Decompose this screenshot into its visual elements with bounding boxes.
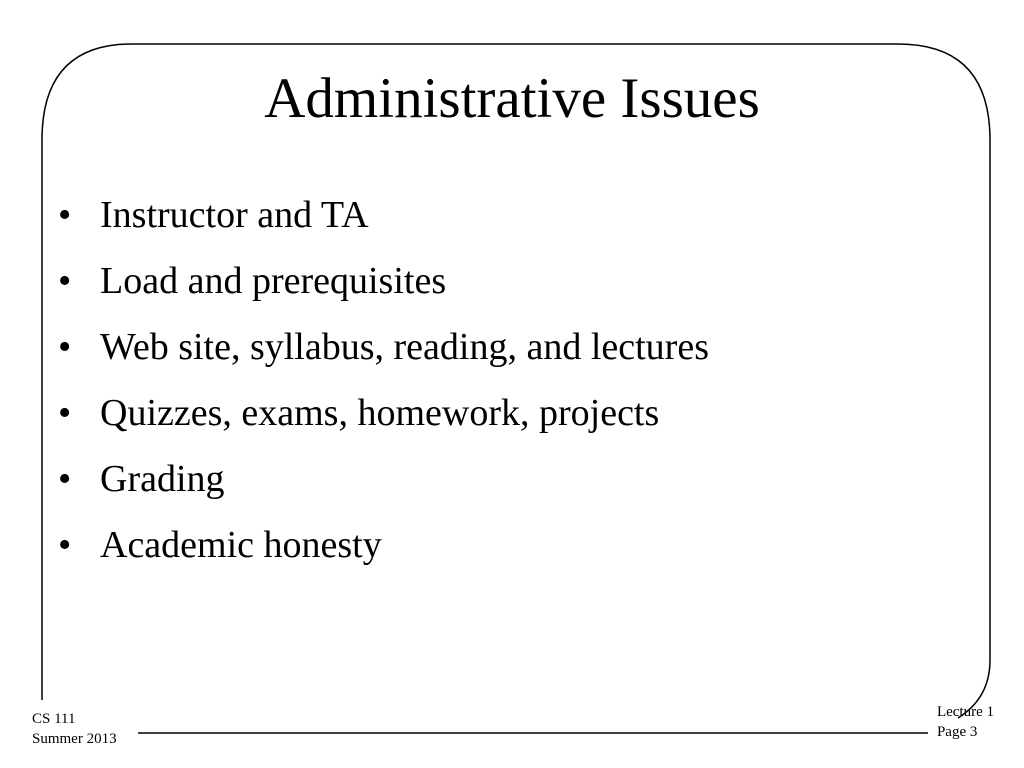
- bullet-text: Load and prerequisites: [100, 260, 447, 302]
- bullet-text: Web site, syllabus, reading, and lectures: [100, 326, 709, 368]
- bullet-point-icon: •: [58, 392, 72, 434]
- bullet-point-icon: •: [58, 260, 72, 302]
- bullet-point-icon: •: [58, 194, 72, 236]
- footer-lecture: Lecture 1: [936, 704, 994, 720]
- bullet-text: Quizzes, exams, homework, projects: [100, 392, 660, 434]
- bullet-point-icon: •: [58, 524, 72, 566]
- slide-border: [42, 44, 990, 718]
- footer-term: Summer 2013: [32, 731, 117, 747]
- footer-course-info: [32, 709, 117, 749]
- bullet-text: Instructor and TA: [100, 194, 369, 236]
- bullet-text: Grading: [100, 458, 225, 500]
- bullet-text: Academic honesty: [100, 524, 382, 566]
- slide-title: Administrative Issues: [264, 67, 760, 130]
- footer-page-info: [937, 702, 994, 742]
- footer-course: CS 111: [32, 711, 76, 727]
- bullet-point-icon: •: [58, 326, 72, 368]
- footer-page-number: Page 3: [936, 724, 978, 740]
- bullet-point-icon: •: [58, 458, 72, 500]
